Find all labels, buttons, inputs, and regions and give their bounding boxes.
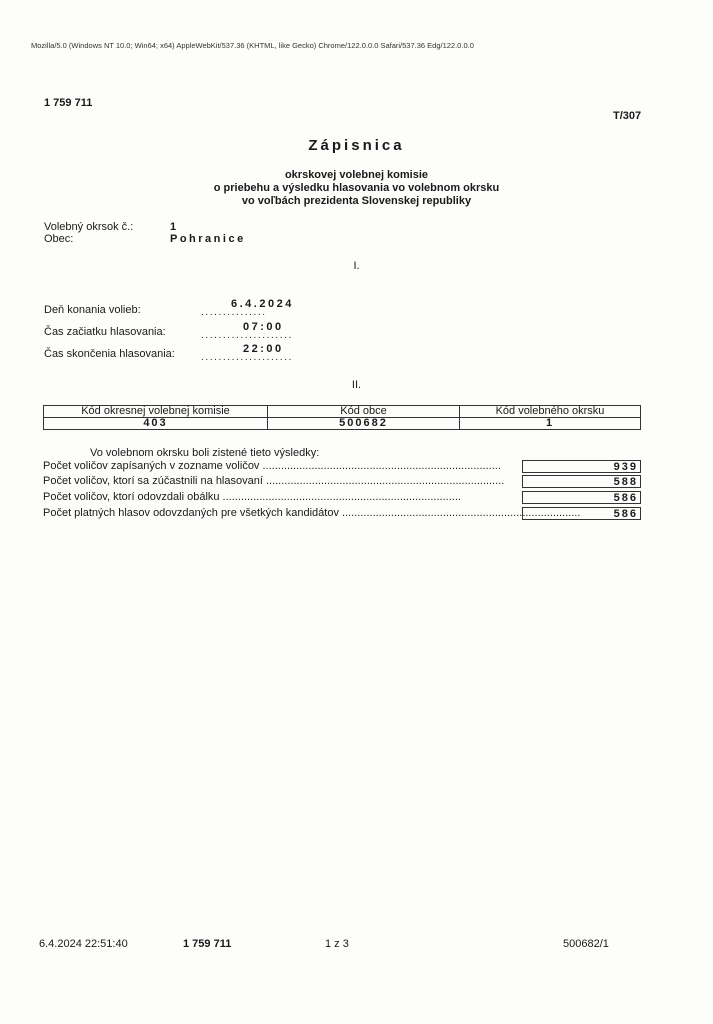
document-number: 1 759 711	[44, 97, 93, 109]
result-label: Počet voličov, ktorí sa zúčastnili na hlasovaní	[43, 475, 263, 487]
end-time-label: Čas skončenia hlasovania:	[44, 348, 175, 360]
browser-user-agent-header: Mozilla/5.0 (Windows NT 10.0; Win64; x64) AppleWebKit/537.36 (KHTML, like Gecko) Chrome/122.0.0.0 Safari/537.36 Edg/122.0.0.0	[31, 41, 474, 50]
result-label-with-leader: Počet voličov zapísaných v zozname voličov ..............................................................................	[43, 460, 501, 472]
table-cell: 1	[460, 418, 641, 430]
section-heading-2: II.	[351, 379, 362, 391]
subtitle-line: vo voľbách prezidenta Slovenskej republiky	[241, 195, 472, 207]
result-label-with-leader: Počet voličov, ktorí odovzdali obálku ..............................................................................	[43, 491, 461, 503]
start-time-value: 07:00	[243, 321, 284, 333]
result-value: 939	[522, 460, 641, 473]
footer-reference: 500682/1	[563, 938, 609, 950]
result-row	[43, 507, 641, 521]
election-date-label: Deň konania volieb:	[44, 304, 141, 316]
table-cell: 500682	[268, 418, 460, 430]
table-header-row	[44, 406, 641, 418]
section-heading-1: I.	[353, 260, 360, 272]
subtitle-line: okrskovej volebnej komisie	[284, 169, 429, 181]
dotted-leader: ...............	[201, 307, 267, 318]
subtitle-line: o priebehu a výsledku hlasovania vo volebnom okrsku	[213, 182, 500, 194]
result-label-with-leader: Počet voličov, ktorí sa zúčastnili na hlasovaní ..............................................................................	[43, 475, 505, 487]
dotted-leader: .....................	[201, 330, 293, 341]
result-value: 586	[522, 491, 641, 504]
result-label-with-leader: Počet platných hlasov odovzdaných pre všetkých kandidátov ..............................................................................	[43, 507, 581, 519]
results-intro: Vo volebnom okrsku boli zistené tieto výsledky:	[90, 447, 320, 459]
election-date-value: 6.4.2024	[231, 298, 294, 310]
table-header-cell: Kód okresnej volebnej komisie	[44, 406, 268, 418]
table-header-cell: Kód volebného okrsku	[460, 406, 641, 418]
result-label: Počet voličov, ktorí odovzdali obálku	[43, 491, 220, 503]
municipality-value: Pohranice	[170, 233, 246, 245]
table-cell: 403	[44, 418, 268, 430]
result-row	[43, 491, 641, 505]
district-value: 1	[170, 221, 177, 233]
form-code: T/307	[613, 110, 642, 122]
result-value: 588	[522, 475, 641, 488]
district-label: Volebný okrsok č.:	[44, 221, 134, 233]
result-label: Počet platných hlasov odovzdaných pre všetkých kandidátov	[43, 507, 339, 519]
result-value: 586	[522, 507, 641, 520]
end-time-value: 22:00	[243, 343, 284, 355]
table-row	[44, 418, 641, 430]
table-header-cell: Kód obce	[268, 406, 460, 418]
result-row	[43, 460, 641, 474]
dotted-leader: .....................	[201, 352, 293, 363]
municipality-label: Obec:	[44, 233, 74, 245]
footer-document-number: 1 759 711	[183, 938, 232, 950]
codes-table	[43, 405, 641, 430]
footer-timestamp: 6.4.2024 22:51:40	[39, 938, 128, 950]
result-row	[43, 475, 641, 489]
start-time-label: Čas začiatku hlasovania:	[44, 326, 166, 338]
footer-page-number: 1 z 3	[325, 938, 349, 950]
result-label: Počet voličov zapísaných v zozname voličov	[43, 460, 260, 472]
subtitle	[0, 169, 713, 208]
page-title: Zápisnica	[308, 137, 405, 154]
